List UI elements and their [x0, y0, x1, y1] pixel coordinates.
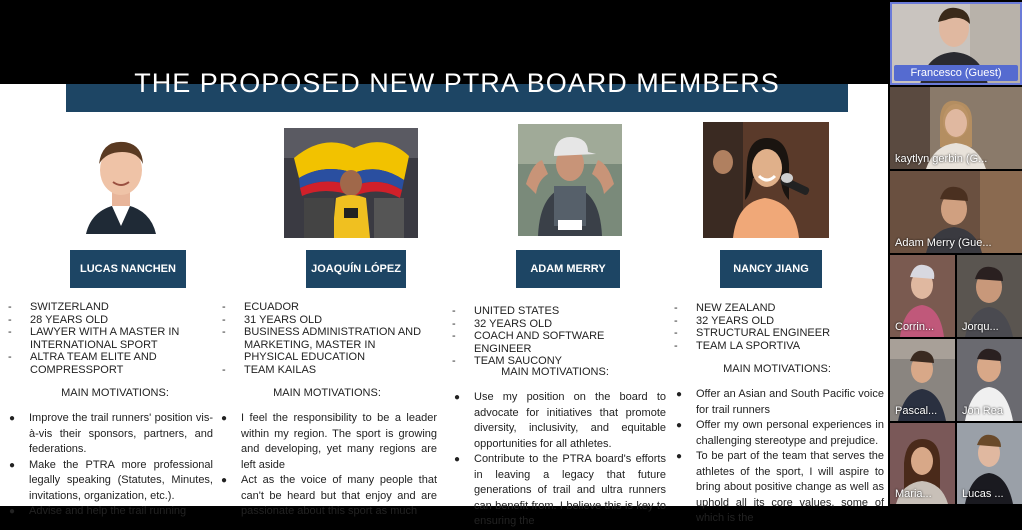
motivation-item: ● Advise and help the trail running: [9, 505, 187, 517]
participant-name: kaytlyn gerbin (G...: [895, 153, 988, 165]
member-card-adam: [444, 84, 666, 527]
fact-row: - LAWYER WITH A MASTER IN INTERNATIONAL SPORT: [8, 326, 180, 351]
member-photo-joaquin: [284, 128, 418, 238]
fact-country: ECUADOR: [244, 301, 300, 313]
member-facts: [222, 301, 432, 376]
motivations-list: [7, 411, 213, 520]
motivation-text: Advise and help the trail running: [29, 505, 187, 517]
participant-name: Maria...: [895, 488, 932, 500]
fact-country: SWITZERLAND: [30, 301, 109, 313]
member-name: LUCAS NANCHEN: [80, 263, 176, 275]
fact-age: 31 YEARS OLD: [244, 313, 323, 326]
fact-row: - STRUCTURAL ENGINEER: [674, 327, 831, 339]
motivation-text: Make the PTRA more professional legally speaking (Statutes, Minutes, invitations, organization, etc.).: [29, 458, 213, 502]
motivation-item: ● Improve the trail runners' position vis-à-vis their sponsors, partners, and federations.: [9, 412, 213, 455]
fact-row: - SWITZERLAND: [8, 301, 109, 313]
fact-row: - TEAM SAUCONY: [452, 355, 563, 367]
member-name: NANCY JIANG: [733, 263, 809, 275]
motivation-item: ● Offer an Asian and South Pacific voice for trail runners: [676, 388, 884, 416]
participant-tile-jorqu[interactable]: [957, 255, 1022, 337]
member-facts: [8, 301, 190, 376]
member-name-box: [70, 250, 186, 288]
fact-row: - 28 YEARS OLD: [8, 313, 109, 326]
fact-row: - BUSINESS ADMINISTRATION AND MARKETING, MASTER IN PHYSICAL EDUCATION: [222, 326, 422, 363]
motivations-heading: MAIN MOTIVATIONS:: [61, 387, 169, 399]
member-name: JOAQUÍN LÓPEZ: [311, 263, 401, 275]
fact-team: TEAM KAILAS: [244, 363, 317, 376]
participant-tile-kaytlyn[interactable]: [890, 87, 1022, 169]
fact-team: TEAM LA SPORTIVA: [696, 339, 801, 352]
participant-name: Lucas ...: [962, 488, 1004, 500]
motivation-text: Act as the voice of many people that can't be heard but that enjoy and are passionate about this sport as much: [241, 474, 437, 517]
fact-age: 28 YEARS OLD: [30, 313, 109, 326]
fact-country: NEW ZEALAND: [696, 302, 776, 314]
motivation-item: ● Offer my own personal experiences in challenging stereotype and prejudice.: [676, 419, 884, 447]
participant-name: Pascal...: [895, 405, 938, 417]
participant-tile-jon-rea[interactable]: [957, 339, 1022, 421]
participant-name: Francesco (Guest): [894, 65, 1018, 81]
participants-panel: [890, 0, 1022, 506]
fact-profession: STRUCTURAL ENGINEER: [696, 327, 831, 339]
motivations-heading: MAIN MOTIVATIONS:: [501, 366, 609, 378]
member-facts: [674, 302, 874, 352]
motivations-heading: MAIN MOTIVATIONS:: [723, 363, 831, 375]
motivation-item: ● Make the PTRA more professional legally speaking (Statutes, Minutes, invitations, organization, etc.).: [9, 458, 213, 502]
motivations-heading: MAIN MOTIVATIONS:: [273, 387, 381, 399]
fact-row: - TEAM LA SPORTIVA: [674, 339, 801, 352]
member-card-nancy: [666, 84, 888, 524]
fact-country: UNITED STATES: [474, 305, 560, 317]
participant-name: Jon Rea: [962, 405, 1003, 417]
participant-tile-corrin[interactable]: [890, 255, 955, 337]
motivation-item: ● Act as the voice of many people that can't be heard but that enjoy and are passionate about this sport as much: [221, 474, 437, 517]
participant-name: Corrin...: [895, 321, 935, 333]
motivation-text: I feel the responsibility to be a leader within my region. The sport is growing and developing, yet many regions are left aside: [241, 412, 437, 471]
member-facts: [452, 305, 652, 368]
motivations-list: [674, 387, 884, 527]
fact-row: - UNITED STATES: [452, 305, 560, 317]
motivation-item: ● Use my position on the board to advocate for initiatives that promote diversity, inclusivity, and equitable opportunities for all athletes.: [454, 391, 666, 450]
participant-tile-francesco[interactable]: [890, 2, 1022, 85]
motivation-text: Contribute to the PTRA board's efforts in leaving a legacy that future generations of trail and ultra runners can benefit from. I believe this is key to ensuring the: [474, 453, 666, 527]
motivations-list: [219, 411, 437, 520]
fact-team: ALTRA TEAM ELITE AND COMPRESSPORT: [30, 351, 157, 376]
fact-row: - TEAM KAILAS: [222, 363, 317, 376]
participant-name: Adam Merry (Gue...: [895, 237, 992, 249]
participant-tile-pascal[interactable]: [890, 339, 955, 421]
motivation-text: Use my position on the board to advocate for initiatives that promote diversity, inclusivity, and equitable opportunities for all athletes.: [474, 391, 666, 450]
participant-tile-maria[interactable]: [890, 423, 955, 504]
fact-profession: COACH AND SOFTWARE ENGINEER: [474, 330, 605, 355]
fact-row: - 32 YEARS OLD: [674, 314, 775, 327]
fact-age: 32 YEARS OLD: [474, 317, 553, 330]
fact-age: 32 YEARS OLD: [696, 314, 775, 327]
member-photo-lucas: [72, 126, 170, 234]
fact-profession: BUSINESS ADMINISTRATION AND MARKETING, MASTER IN PHYSICAL EDUCATION: [244, 326, 422, 363]
motivation-text: Offer my own personal experiences in challenging stereotype and prejudice.: [696, 419, 884, 447]
motivation-item: ● I feel the responsibility to be a leader within my region. The sport is growing and developing, yet many regions are left aside: [221, 412, 437, 471]
motivation-text: Improve the trail runners' position vis-à-vis their sponsors, partners, and federations.: [29, 412, 213, 455]
motivation-item: ● Contribute to the PTRA board's efforts in leaving a legacy that future generations of trail and ultra runners can benefit from. I believe this is key to ensuring the: [454, 453, 666, 527]
fact-row: - ALTRA TEAM ELITE AND COMPRESSPORT: [8, 351, 157, 376]
fact-row: - 32 YEARS OLD: [452, 317, 553, 330]
member-photo-adam: [518, 124, 622, 236]
member-photo-nancy: [703, 122, 829, 238]
fact-team: TEAM SAUCONY: [474, 355, 563, 367]
motivation-text: Offer an Asian and South Pacific voice for trail runners: [696, 388, 884, 416]
motivation-item: ● To be part of the team that serves the athletes of the sport, I will aspire to bring about positive change as well as uphold all its core values, some of which is the: [676, 450, 884, 524]
slide-title: THE PROPOSED NEW PTRA BOARD MEMBERS: [134, 68, 780, 98]
member-name-box: [306, 250, 406, 288]
motivations-list: [452, 390, 666, 530]
motivation-text: To be part of the team that serves the athletes of the sport, I will aspire to bring about positive change as well as uphold all its core values, some of which is the: [696, 450, 884, 524]
member-card-lucas: [0, 84, 222, 517]
fact-row: - 31 YEARS OLD: [222, 313, 323, 326]
fact-row: - NEW ZEALAND: [674, 302, 776, 314]
participant-name: Jorqu...: [962, 321, 999, 333]
fact-row: - ECUADOR: [222, 301, 300, 313]
member-card-joaquin: [221, 84, 444, 517]
member-name-box: [516, 250, 620, 288]
participant-tile-lucas[interactable]: [957, 423, 1022, 504]
shared-slide: [0, 68, 888, 527]
member-name: ADAM MERRY: [530, 263, 606, 275]
fact-row: - COACH AND SOFTWARE ENGINEER: [452, 330, 605, 355]
participant-tile-adam[interactable]: [890, 171, 1022, 253]
member-name-box: [720, 250, 822, 288]
fact-profession: LAWYER WITH A MASTER IN INTERNATIONAL SPORT: [30, 326, 180, 351]
